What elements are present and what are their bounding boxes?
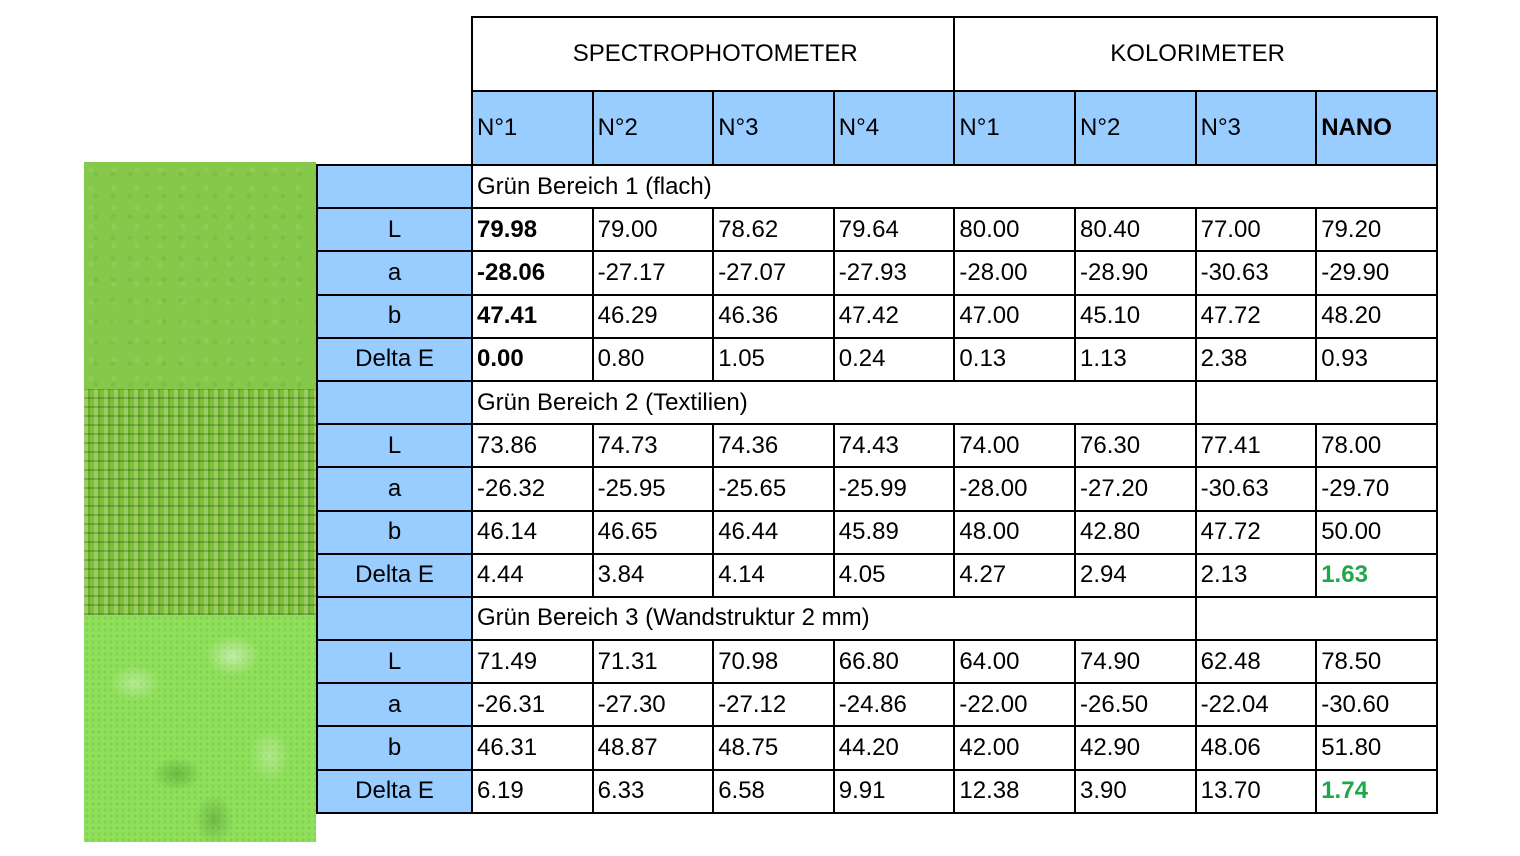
table-cell: 71.31 bbox=[593, 640, 714, 683]
table-cell: 45.10 bbox=[1075, 295, 1196, 338]
column-header: N°3 bbox=[1196, 91, 1317, 165]
table-cell: 4.05 bbox=[834, 554, 955, 597]
table-cell: 64.00 bbox=[954, 640, 1075, 683]
table-cell: 46.14 bbox=[472, 511, 593, 554]
table-cell: 47.72 bbox=[1196, 511, 1317, 554]
table-cell: 74.43 bbox=[834, 424, 955, 467]
table-cell: -29.70 bbox=[1316, 467, 1437, 510]
table-cell: -28.00 bbox=[954, 467, 1075, 510]
table-cell: 46.44 bbox=[713, 511, 834, 554]
column-header: N°3 bbox=[713, 91, 834, 165]
table-cell: -30.60 bbox=[1316, 683, 1437, 726]
table-cell: -26.32 bbox=[472, 467, 593, 510]
table-cell: 66.80 bbox=[834, 640, 955, 683]
table-cell: 50.00 bbox=[1316, 511, 1437, 554]
table-cell: -27.12 bbox=[713, 683, 834, 726]
swatch-green-textile bbox=[84, 389, 316, 615]
section-title-row bbox=[317, 381, 1437, 424]
table-cell: 46.31 bbox=[472, 726, 593, 769]
column-header: N°1 bbox=[954, 91, 1075, 165]
table-cell: 6.33 bbox=[593, 770, 714, 813]
table-cell: 0.13 bbox=[954, 338, 1075, 381]
table-cell: 6.19 bbox=[472, 770, 593, 813]
table-cell: -25.65 bbox=[713, 467, 834, 510]
row-label: a bbox=[317, 683, 472, 726]
table-cell: 51.80 bbox=[1316, 726, 1437, 769]
table-cell: 48.20 bbox=[1316, 295, 1437, 338]
row-label: a bbox=[317, 467, 472, 510]
table-cell: 0.80 bbox=[593, 338, 714, 381]
table-cell: 77.41 bbox=[1196, 424, 1317, 467]
table-cell: -28.06 bbox=[472, 251, 593, 294]
table-cell: 80.40 bbox=[1075, 208, 1196, 251]
table-cell: -27.17 bbox=[593, 251, 714, 294]
row-label: Delta E bbox=[317, 554, 472, 597]
table-cell: 80.00 bbox=[954, 208, 1075, 251]
table-cell: 74.73 bbox=[593, 424, 714, 467]
table-cell: 2.13 bbox=[1196, 554, 1317, 597]
row-label: b bbox=[317, 295, 472, 338]
table-row bbox=[317, 683, 1437, 726]
table-cell: 47.41 bbox=[472, 295, 593, 338]
column-header: N°4 bbox=[834, 91, 955, 165]
group-spectrophotometer: SPECTROPHOTOMETER bbox=[472, 17, 954, 91]
table-cell: 0.24 bbox=[834, 338, 955, 381]
table-cell: 74.90 bbox=[1075, 640, 1196, 683]
table-cell: 2.38 bbox=[1196, 338, 1317, 381]
table-cell: 46.29 bbox=[593, 295, 714, 338]
table-cell: -30.63 bbox=[1196, 251, 1317, 294]
table-cell: 77.00 bbox=[1196, 208, 1317, 251]
section-title-row bbox=[317, 597, 1437, 640]
column-header-nano: NANO bbox=[1316, 91, 1437, 165]
table-cell: -26.31 bbox=[472, 683, 593, 726]
table-cell: 45.89 bbox=[834, 511, 955, 554]
table-cell: 2.94 bbox=[1075, 554, 1196, 597]
table-cell: 78.00 bbox=[1316, 424, 1437, 467]
table-cell: -24.86 bbox=[834, 683, 955, 726]
group-header-row bbox=[317, 17, 1437, 91]
swatch-green-flat bbox=[84, 162, 316, 389]
table-cell: 1.13 bbox=[1075, 338, 1196, 381]
table-cell: 70.98 bbox=[713, 640, 834, 683]
table-cell: 48.75 bbox=[713, 726, 834, 769]
row-label: L bbox=[317, 640, 472, 683]
table-row bbox=[317, 424, 1437, 467]
table-cell: -29.90 bbox=[1316, 251, 1437, 294]
table-cell: 4.27 bbox=[954, 554, 1075, 597]
row-label: a bbox=[317, 251, 472, 294]
table-row bbox=[317, 770, 1437, 813]
row-label: Delta E bbox=[317, 338, 472, 381]
table-cell: -30.63 bbox=[1196, 467, 1317, 510]
column-header: N°2 bbox=[593, 91, 714, 165]
table-row bbox=[317, 208, 1437, 251]
table-row bbox=[317, 467, 1437, 510]
section-title-blank bbox=[1196, 381, 1437, 424]
table-cell: 3.84 bbox=[593, 554, 714, 597]
group-kolorimeter: KOLORIMETER bbox=[954, 17, 1436, 91]
table-cell: -25.99 bbox=[834, 467, 955, 510]
table-cell: -28.90 bbox=[1075, 251, 1196, 294]
table-cell: 13.70 bbox=[1196, 770, 1317, 813]
table-cell: 78.50 bbox=[1316, 640, 1437, 683]
table-cell-highlight: 1.74 bbox=[1316, 770, 1437, 813]
row-label: b bbox=[317, 726, 472, 769]
table-cell: 48.87 bbox=[593, 726, 714, 769]
section-label-blank bbox=[317, 597, 472, 640]
table-cell: 4.14 bbox=[713, 554, 834, 597]
table-cell: 1.05 bbox=[713, 338, 834, 381]
column-header-row bbox=[317, 91, 1437, 165]
table-cell: 3.90 bbox=[1075, 770, 1196, 813]
table-cell: 0.00 bbox=[472, 338, 593, 381]
table-row bbox=[317, 295, 1437, 338]
table-cell: -27.93 bbox=[834, 251, 955, 294]
table-cell: 12.38 bbox=[954, 770, 1075, 813]
table-cell: 42.90 bbox=[1075, 726, 1196, 769]
table-cell: 79.20 bbox=[1316, 208, 1437, 251]
table-cell: 46.65 bbox=[593, 511, 714, 554]
corner-empty bbox=[317, 17, 472, 91]
swatch-green-wall-structure bbox=[84, 615, 316, 842]
table-cell: 44.20 bbox=[834, 726, 955, 769]
table-row bbox=[317, 511, 1437, 554]
table-cell: 46.36 bbox=[713, 295, 834, 338]
table-cell: 78.62 bbox=[713, 208, 834, 251]
table-cell: -22.04 bbox=[1196, 683, 1317, 726]
table-cell: 42.80 bbox=[1075, 511, 1196, 554]
table-cell: 76.30 bbox=[1075, 424, 1196, 467]
row-label: b bbox=[317, 511, 472, 554]
corner-empty bbox=[317, 91, 472, 165]
table-cell: -27.30 bbox=[593, 683, 714, 726]
table-cell: 79.64 bbox=[834, 208, 955, 251]
row-label: L bbox=[317, 208, 472, 251]
column-header: N°1 bbox=[472, 91, 593, 165]
table-cell: 79.98 bbox=[472, 208, 593, 251]
table-cell: 42.00 bbox=[954, 726, 1075, 769]
table-cell: 47.00 bbox=[954, 295, 1075, 338]
color-measurement-table bbox=[316, 16, 1438, 814]
table-cell: -25.95 bbox=[593, 467, 714, 510]
section-title: Grün Bereich 1 (flach) bbox=[472, 165, 1437, 208]
column-header: N°2 bbox=[1075, 91, 1196, 165]
table-cell: 4.44 bbox=[472, 554, 593, 597]
table-row bbox=[317, 338, 1437, 381]
section-title: Grün Bereich 2 (Textilien) bbox=[472, 381, 1196, 424]
table-cell: 47.42 bbox=[834, 295, 955, 338]
table-cell: -28.00 bbox=[954, 251, 1075, 294]
section-title-blank bbox=[1196, 597, 1437, 640]
table-cell: -27.07 bbox=[713, 251, 834, 294]
table-cell: 6.58 bbox=[713, 770, 834, 813]
section-title-row bbox=[317, 165, 1437, 208]
table-cell: 74.36 bbox=[713, 424, 834, 467]
table-cell: 9.91 bbox=[834, 770, 955, 813]
table-cell: 73.86 bbox=[472, 424, 593, 467]
table-row bbox=[317, 251, 1437, 294]
table-row bbox=[317, 640, 1437, 683]
table-cell: 71.49 bbox=[472, 640, 593, 683]
row-label: L bbox=[317, 424, 472, 467]
table-cell: 48.00 bbox=[954, 511, 1075, 554]
table-cell: 48.06 bbox=[1196, 726, 1317, 769]
table-cell-highlight: 1.63 bbox=[1316, 554, 1437, 597]
section-label-blank bbox=[317, 165, 472, 208]
table-cell: 74.00 bbox=[954, 424, 1075, 467]
table-cell: -22.00 bbox=[954, 683, 1075, 726]
table-row bbox=[317, 554, 1437, 597]
table-cell: 62.48 bbox=[1196, 640, 1317, 683]
section-label-blank bbox=[317, 381, 472, 424]
table-cell: 47.72 bbox=[1196, 295, 1317, 338]
table-cell: -26.50 bbox=[1075, 683, 1196, 726]
row-label: Delta E bbox=[317, 770, 472, 813]
table-row bbox=[317, 726, 1437, 769]
table-cell: 0.93 bbox=[1316, 338, 1437, 381]
table-cell: 79.00 bbox=[593, 208, 714, 251]
table-cell: -27.20 bbox=[1075, 467, 1196, 510]
section-title: Grün Bereich 3 (Wandstruktur 2 mm) bbox=[472, 597, 1196, 640]
